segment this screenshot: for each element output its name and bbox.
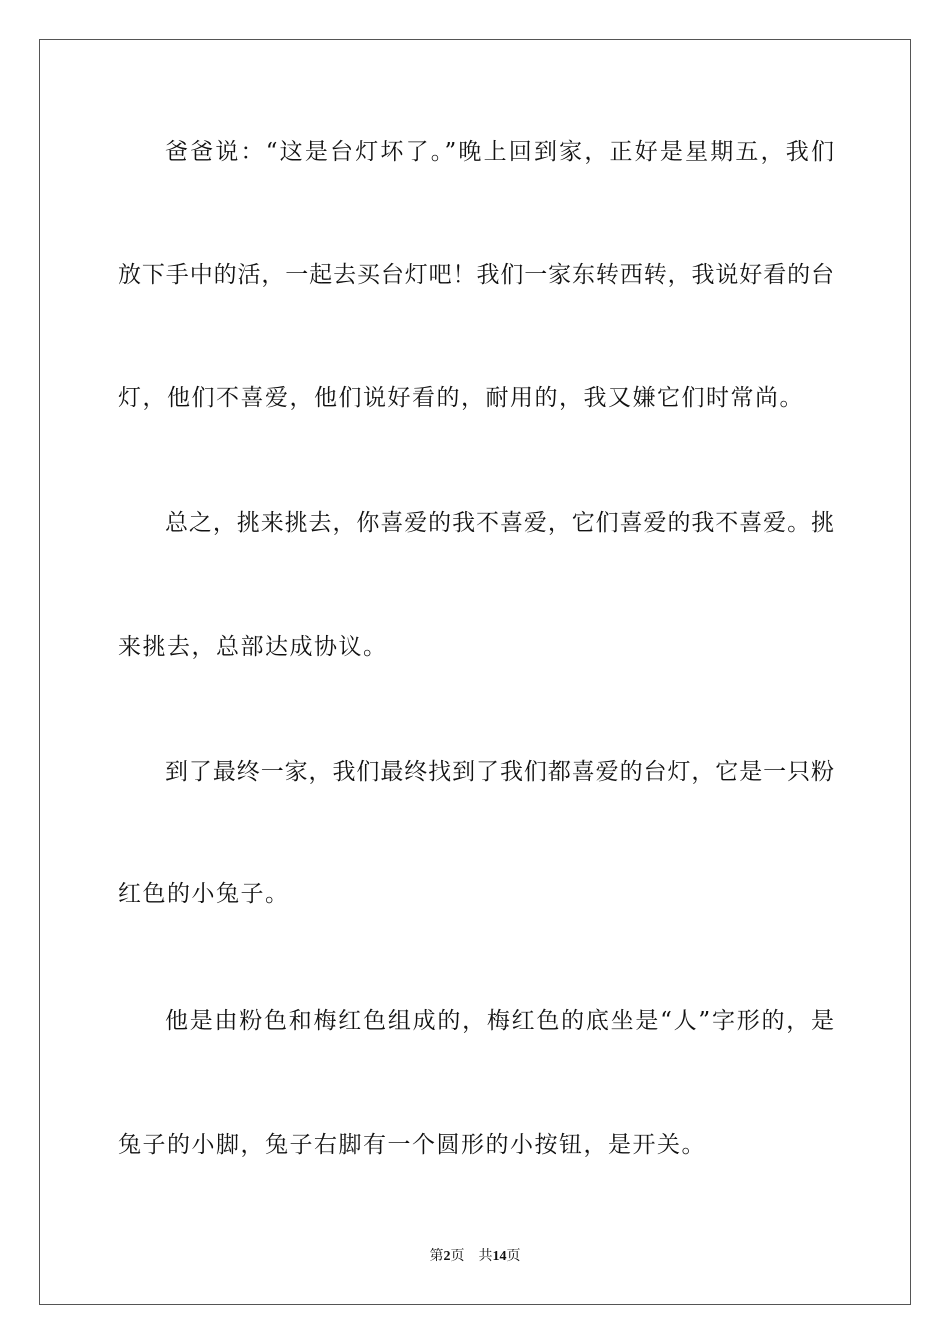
paragraph-3-line-2: 红色的小兔子。 [118,881,290,907]
paragraph-1-line-2: 放下手中的活，一起去买台灯吧！我们一家东转西转，我说好看的台 [118,262,834,288]
total-pages: 14 [492,1249,507,1264]
page-prefix: 第 [429,1249,444,1264]
paragraph-2-line-2: 来挑去，总部达成协议。 [118,634,388,660]
page-suffix: 页 [450,1249,465,1264]
paragraph-2-line-1: 总之，挑来挑去，你喜爱的我不喜爱，它们喜爱的我不喜爱。挑 [165,510,834,536]
paragraph-1-line-3: 灯，他们不喜爱，他们说好看的，耐用的，我又嫌它们时常尚。 [118,385,804,411]
paragraph-1-line-1: 爸爸说：“这是台灯坏了。”晚上回到家，正好是星期五，我们 [165,139,834,165]
page-number: 2 [443,1249,451,1264]
page-border [39,39,911,1305]
paragraph-4-line-2: 兔子的小脚，兔子右脚有一个圆形的小按钮，是开关。 [118,1132,706,1158]
page-footer [0,1248,950,1266]
paragraph-4-line-1: 他是由粉色和梅红色组成的，梅红色的底坐是“人”字形的，是 [165,1008,834,1034]
total-prefix: 共 [478,1249,493,1264]
paragraph-3-line-1: 到了最终一家，我们最终找到了我们都喜爱的台灯，它是一只粉 [165,759,834,785]
total-suffix: 页 [506,1249,521,1264]
